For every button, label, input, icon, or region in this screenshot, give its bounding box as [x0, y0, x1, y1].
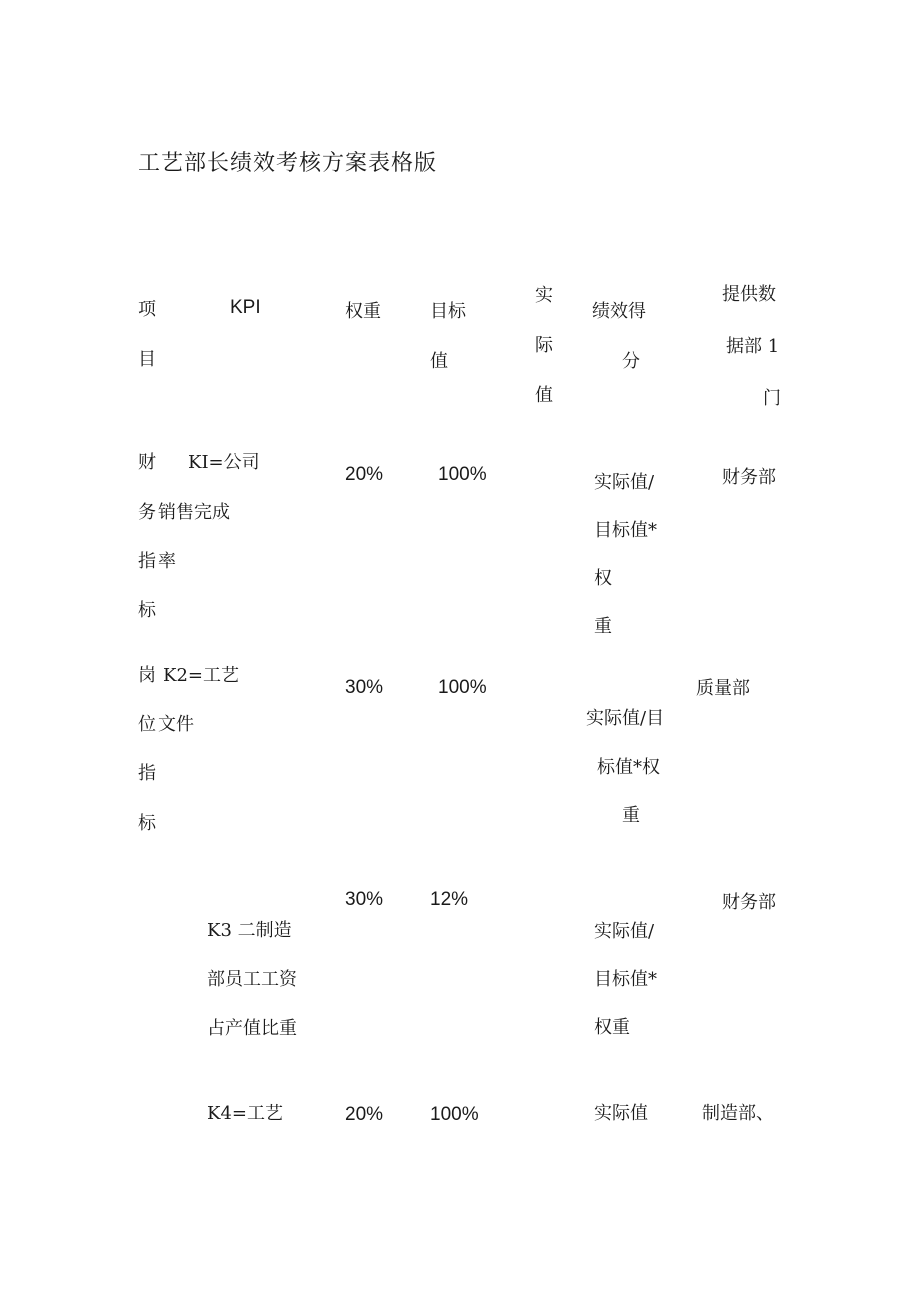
- header-source-1: 提供数: [722, 284, 776, 305]
- row2-source: 质量部: [696, 678, 750, 699]
- row2-category-3: 指: [138, 763, 156, 784]
- row4-kpi-1: K4=工艺: [207, 1103, 283, 1124]
- row2-score-3: 重: [622, 805, 640, 826]
- row2-category-4: 标: [138, 813, 156, 834]
- header-target-2: 值: [430, 351, 448, 372]
- header-kpi: KPI: [230, 297, 261, 318]
- row3-target: 12%: [430, 889, 469, 910]
- row1-kpi-3: 率: [158, 551, 176, 572]
- row1-score-3: 权: [594, 568, 612, 589]
- header-actual-1: 实: [535, 285, 553, 306]
- row4-score-1: 实际值: [594, 1103, 648, 1124]
- row3-kpi-1: K3 二制造: [207, 920, 292, 941]
- row3-score-2: 目标值*: [594, 969, 657, 990]
- row1-kpi-2: 销售完成: [158, 502, 230, 523]
- row2-score-2: 标值*权: [597, 757, 660, 778]
- header-source-3: 门: [763, 388, 781, 409]
- row3-kpi-2: 部员工工资: [207, 969, 297, 990]
- header-source-2: 据部 1: [726, 336, 780, 357]
- row1-category-2: 务: [138, 502, 156, 523]
- row1-score-1: 实际值/: [594, 472, 655, 493]
- row3-kpi-3: 占产值比重: [207, 1018, 297, 1039]
- row1-category-1: 财: [138, 452, 156, 473]
- header-target-1: 目标: [430, 301, 466, 322]
- row1-target: 100%: [438, 464, 487, 485]
- row1-kpi-1: KI=公司: [188, 452, 260, 473]
- row1-category-3: 指: [138, 551, 156, 572]
- header-actual-2: 际: [535, 335, 553, 356]
- row1-source: 财务部: [722, 467, 776, 488]
- row2-kpi-2: 文件: [158, 714, 194, 735]
- header-score-2: 分: [622, 351, 640, 372]
- header-item-2: 目: [138, 349, 156, 370]
- header-weight: 权重: [345, 301, 381, 322]
- row1-score-2: 目标值*: [594, 520, 657, 541]
- row2-target: 100%: [438, 677, 487, 698]
- row2-score-1: 实际值/目: [586, 708, 665, 729]
- row1-score-4: 重: [594, 616, 612, 637]
- row4-weight: 20%: [345, 1104, 384, 1125]
- row1-weight: 20%: [345, 464, 384, 485]
- row2-kpi-1: K2=工艺: [163, 665, 239, 686]
- row4-target: 100%: [430, 1104, 479, 1125]
- row2-weight: 30%: [345, 677, 384, 698]
- row3-weight: 30%: [345, 889, 384, 910]
- row3-source: 财务部: [722, 892, 776, 913]
- row4-source: 制造部、: [702, 1103, 774, 1124]
- row2-category-2: 位: [138, 714, 156, 735]
- header-actual-3: 值: [535, 385, 553, 406]
- row3-score-3: 权重: [594, 1017, 630, 1038]
- row1-category-4: 标: [138, 600, 156, 621]
- row3-score-1: 实际值/: [594, 921, 655, 942]
- header-score-1: 绩效得: [592, 301, 646, 322]
- document-title: 工艺部长绩效考核方案表格版: [138, 151, 438, 176]
- row2-category-1: 岗: [138, 665, 156, 686]
- header-item-1: 项: [138, 299, 156, 320]
